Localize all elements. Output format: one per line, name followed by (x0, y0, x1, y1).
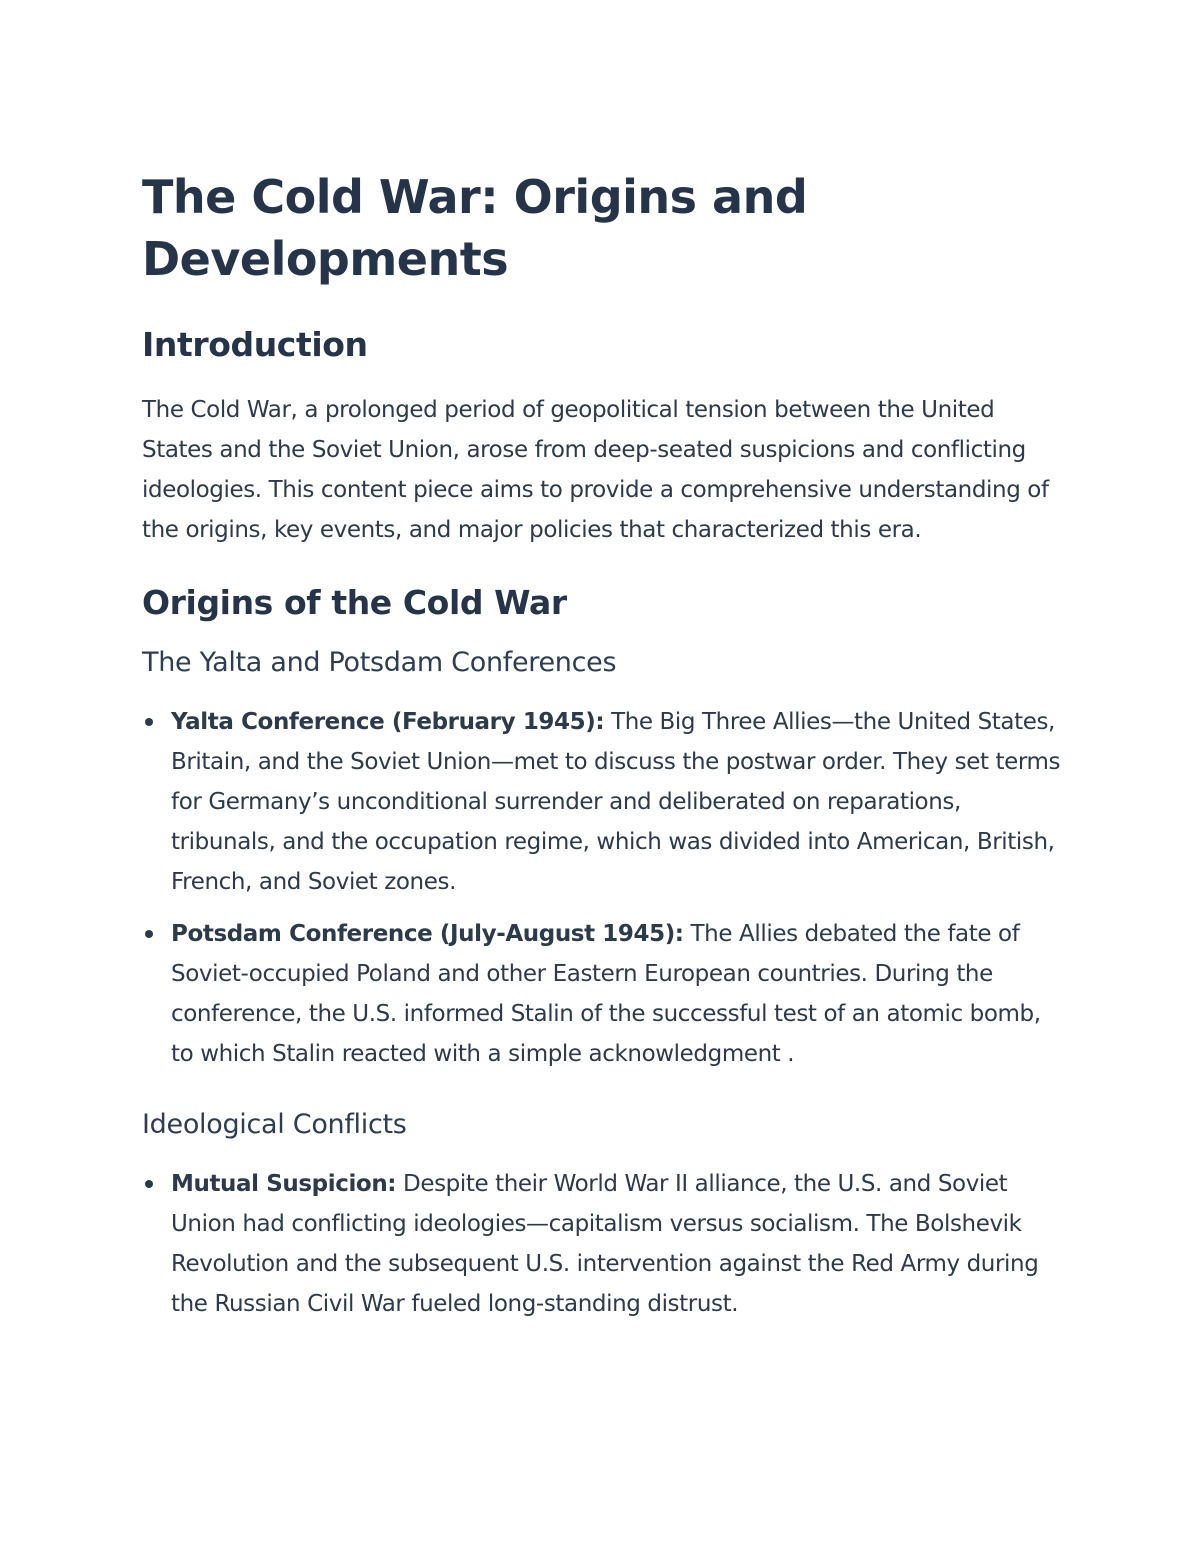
bullet-icon (145, 1180, 153, 1188)
introduction-paragraph: The Cold War, a prolonged period of geopolitical tension between the United States and the Soviet Union, arose from deep-seated suspicions and conflicting ideologies. This content piece aims to provide a comprehensive understanding of the origins, key events, and major policies that characterized this era. (142, 397, 1049, 543)
yalta-potsdam-heading: The Yalta and Potsdam Conferences (142, 647, 617, 678)
origins-heading: Origins of the Cold War (142, 583, 567, 622)
list-item (142, 702, 1067, 902)
bullet-icon (145, 718, 153, 726)
conferences-list (142, 702, 1067, 1074)
document-page (142, 166, 1067, 1324)
list-item (142, 1164, 1067, 1324)
item-text: Despite their World War II alliance, the U.S. and Soviet Union had conflicting ideologies—capitalism versus socialism. The Bolshevik Revolution and the subsequent U.S. intervention against the Red Army during the Russian Civil War fueled long-standing distrust. (171, 1171, 1039, 1317)
introduction-heading: Introduction (142, 325, 368, 364)
ideological-conflicts-heading: Ideological Conflicts (142, 1109, 407, 1140)
item-term: Mutual Suspicion: (171, 1171, 397, 1197)
item-term: Yalta Conference (February 1945): (171, 709, 605, 735)
item-text: The Allies debated the fate of Soviet-occupied Poland and other Eastern European countries. During the conference, the U.S. informed Stalin of the successful test of an atomic bomb, to which Stalin reacted with a simple acknowledgment . (171, 921, 1041, 1067)
ideological-list (142, 1164, 1067, 1324)
bullet-icon (145, 930, 153, 938)
item-term: Potsdam Conference (July-August 1945): (171, 921, 684, 947)
list-item (142, 914, 1067, 1074)
document-title: The Cold War: Origins and Developments (142, 170, 808, 286)
item-text: The Big Three Allies—the United States, Britain, and the Soviet Union—met to discuss the postwar order. They set terms for Germany’s unconditional surrender and deliberated on reparations, tribunals, and the occupation regime, which was divided into American, British, French, and Soviet zones. (171, 709, 1061, 895)
